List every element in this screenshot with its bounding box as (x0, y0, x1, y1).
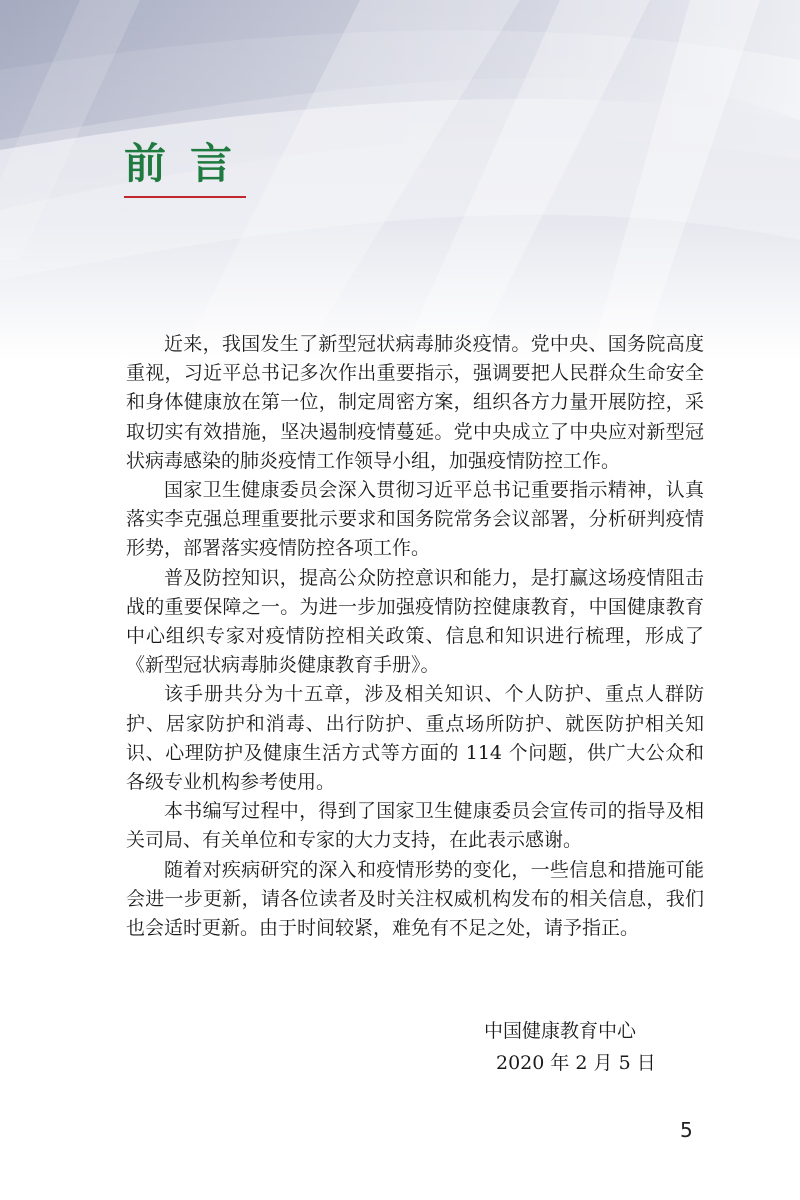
signature-date: 2020 年 2 月 5 日 (496, 1052, 656, 1074)
paragraph: 国家卫生健康委员会深入贯彻习近平总书记重要指示精神，认真落实李克强总理重要批示要求和国务院常务会议部署，分析研判疫情形势，部署落实疫情防控各项工作。 (126, 479, 704, 560)
paragraph: 普及防控知识，提高公众防控意识和能力，是打赢这场疫情阻击战的重要保障之一。为进一步加强疫情防控健康教育，中国健康教育中心组织专家对疫情防控相关政策、信息和知识进行梳理，形成了《新型冠状病毒肺炎健康教育手册》。 (126, 566, 704, 677)
paragraph: 近来，我国发生了新型冠状病毒肺炎疫情。党中央、国务院高度重视，习近平总书记多次作出重要指示，强调要把人民群众生命安全和身体健康放在第一位，制定周密方案，组织各方力量开展防控，采取切实有效措施，坚决遏制疫情蔓延。党中央成立了中央应对新型冠状病毒感染的肺炎疫情工作领导小组，加强疫情防控工作。 (126, 333, 704, 472)
paragraph: 该手册共分为十五章，涉及相关知识、个人防护、重点人群防护、居家防护和消毒、出行防护、重点场所防护、就医防护相关知识、心理防护及健康生活方式等方面的 114 个问题，供广大公众和各级专业机构参考使用。 (126, 683, 704, 794)
preface-body (126, 330, 704, 943)
paragraph: 随着对疾病研究的深入和疫情形势的变化，一些信息和措施可能会进一步更新，请各位读者及时关注权威机构发布的相关信息，我们也会适时更新。由于时间较紧，难免有不足之处，请予指正。 (126, 858, 704, 940)
title-underline (124, 196, 246, 198)
header-background-graphic (0, 0, 800, 360)
page-title: 前言 (124, 139, 257, 188)
paragraph: 本书编写过程中，得到了国家卫生健康委员会宣传司的指导及相关司局、有关单位和专家的大力支持，在此表示感谢。 (126, 800, 704, 852)
page-number: 5 (680, 1118, 693, 1142)
title-block (124, 140, 256, 198)
signature-organization: 中国健康教育中心 (484, 1020, 637, 1042)
